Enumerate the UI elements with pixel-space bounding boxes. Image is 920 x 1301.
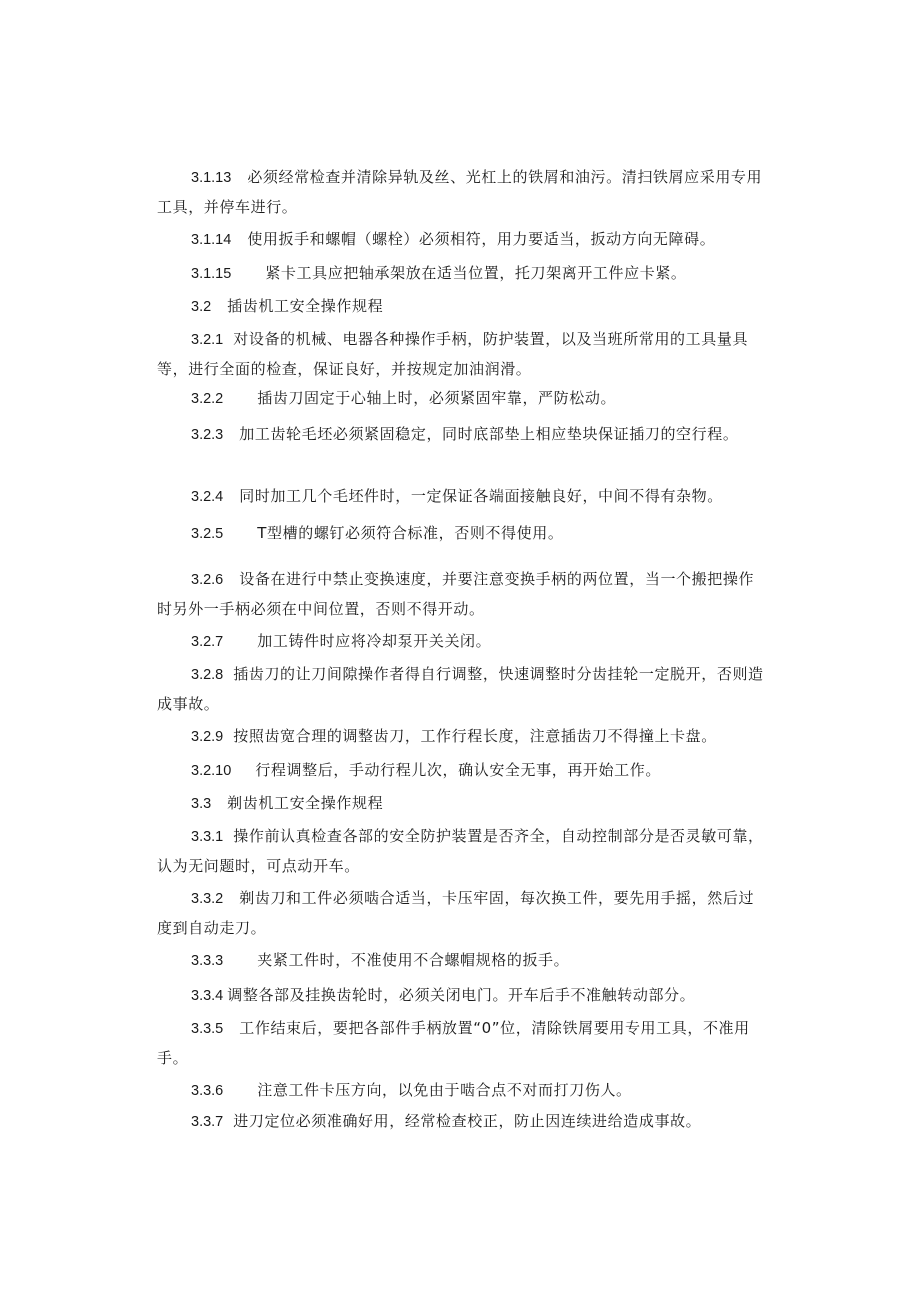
paragraph-3-2-3 bbox=[157, 420, 769, 450]
paragraph-3-3-6 bbox=[157, 1076, 769, 1106]
clause-text: 剃齿刀和工件必须啮合适当，卡压牢固，每次换工件，要先用手摇，然后过度到自动走刀。 bbox=[157, 889, 755, 937]
clause-number: 3.2.8 bbox=[191, 667, 224, 683]
clause-text: 紧卡工具应把轴承架放在适当位置，托刀架离开工件应卡紧。 bbox=[265, 264, 687, 282]
clause-number: 3.3.7 bbox=[191, 1114, 224, 1130]
clause-text: T型槽的螺钉必须符合标准，否则不得使用。 bbox=[257, 524, 564, 542]
clause-text: 插齿刀的让刀间隙操作者得自行调整，快速调整时分齿挂轮一定脱开，否则造成事故。 bbox=[157, 665, 764, 713]
clause-text: 注意工件卡压方向，以免由于啮合点不对而打刀伤人。 bbox=[257, 1081, 632, 1099]
clause-number: 3.2.2 bbox=[191, 391, 224, 407]
clause-text: 对设备的机械、电器各种操作手柄，防护装置，以及当班所常用的工具量具等，进行全面的检查，保证良好，并按规定加油润滑。 bbox=[157, 330, 749, 378]
paragraph-3-1-13 bbox=[157, 163, 769, 222]
clause-text: 同时加工几个毛坯件时，一定保证各端面接触良好，中间不得有杂物。 bbox=[239, 487, 723, 505]
paragraph-3-1-14 bbox=[157, 225, 769, 255]
clause-text: 必须经常检查并清除异轨及丝、光杠上的铁屑和油污。清扫铁屑应采用专用工具，并停车进行。 bbox=[157, 168, 763, 216]
paragraph-3-2-5 bbox=[157, 519, 769, 549]
paragraph-3-3-7 bbox=[157, 1107, 769, 1137]
clause-text: 操作前认真检查各部的安全防护装置是否齐全，自动控制部分是否灵敏可靠，认为无问题时，可点动开车。 bbox=[157, 827, 764, 875]
clause-text: 插齿刀固定于心轴上时，必须紧固牢靠，严防松动。 bbox=[257, 389, 617, 407]
section-title: 剃齿机工安全操作规程 bbox=[227, 794, 384, 812]
paragraph-3-2-9 bbox=[157, 722, 769, 752]
clause-number: 3.3.2 bbox=[191, 891, 224, 907]
clause-text: 加工齿轮毛坯必须紧固稳定，同时底部垫上相应垫块保证插刀的空行程。 bbox=[239, 425, 739, 443]
clause-number: 3.2.6 bbox=[191, 572, 224, 588]
paragraph-3-3-2 bbox=[157, 884, 769, 943]
paragraph-3-2-4 bbox=[157, 482, 769, 512]
paragraph-3-2-10 bbox=[157, 756, 769, 786]
clause-text: 设备在进行中禁止变换速度，并要注意变换手柄的两位置，当一个搬把操作时另外一手柄必须在中间位置，否则不得开动。 bbox=[157, 570, 755, 618]
clause-text: 加工铸件时应将冷却泵开关关闭。 bbox=[257, 632, 492, 650]
clause-number: 3.1.15 bbox=[191, 266, 232, 282]
section-heading-3-3 bbox=[157, 789, 769, 819]
clause-text: 使用扳手和螺帽（螺栓）必须相符，用力要适当，扳动方向无障碍。 bbox=[247, 230, 716, 248]
clause-number: 3.3.6 bbox=[191, 1083, 224, 1099]
section-heading-3-2 bbox=[157, 292, 769, 322]
clause-number: 3.2.3 bbox=[191, 427, 224, 443]
clause-text: 调整各部及挂换齿轮时，必须关闭电门。开车后手不准触转动部分。 bbox=[227, 986, 696, 1004]
clause-text: 按照齿宽合理的调整齿刀，工作行程长度，注意插齿刀不得撞上卡盘。 bbox=[233, 727, 717, 745]
paragraph-3-2-6 bbox=[157, 565, 769, 624]
clause-number: 3.2.4 bbox=[191, 489, 224, 505]
paragraph-3-1-15 bbox=[157, 259, 769, 289]
clause-number: 3.3.5 bbox=[191, 1021, 224, 1037]
section-number: 3.2 bbox=[191, 299, 212, 315]
paragraph-3-2-7 bbox=[157, 627, 769, 657]
clause-number: 3.2.9 bbox=[191, 729, 224, 745]
clause-number: 3.1.13 bbox=[191, 170, 232, 186]
clause-number: 3.2.10 bbox=[191, 763, 232, 779]
clause-text: 行程调整后，手动行程儿次，确认安全无事，再开始工作。 bbox=[255, 761, 661, 779]
paragraph-3-2-1 bbox=[157, 325, 769, 384]
clause-number: 3.1.14 bbox=[191, 232, 232, 248]
paragraph-3-2-2 bbox=[157, 384, 769, 414]
clause-text: 夹紧工件时，不准使用不合螺帽规格的扳手。 bbox=[257, 951, 570, 969]
clause-number: 3.2.5 bbox=[191, 526, 224, 542]
paragraph-3-3-3 bbox=[157, 946, 769, 976]
clause-number: 3.3.3 bbox=[191, 953, 224, 969]
clause-number: 3.2.7 bbox=[191, 634, 224, 650]
section-number: 3.3 bbox=[191, 796, 212, 812]
paragraph-3-3-5 bbox=[157, 1014, 769, 1073]
clause-number: 3.3.4 bbox=[191, 988, 224, 1004]
paragraph-3-3-1 bbox=[157, 822, 769, 881]
clause-number: 3.2.1 bbox=[191, 332, 224, 348]
section-title: 插齿机工安全操作规程 bbox=[227, 297, 384, 315]
paragraph-3-3-4 bbox=[157, 981, 769, 1011]
clause-number: 3.3.1 bbox=[191, 829, 224, 845]
paragraph-3-2-8 bbox=[157, 660, 769, 719]
clause-text: 进刀定位必须准确好用，经常检查校正，防止因连续进给造成事故。 bbox=[233, 1112, 702, 1130]
clause-text: 工作结束后，要把各部件手柄放置“0”位，清除铁屑要用专用工具，不准用手。 bbox=[157, 1019, 750, 1067]
